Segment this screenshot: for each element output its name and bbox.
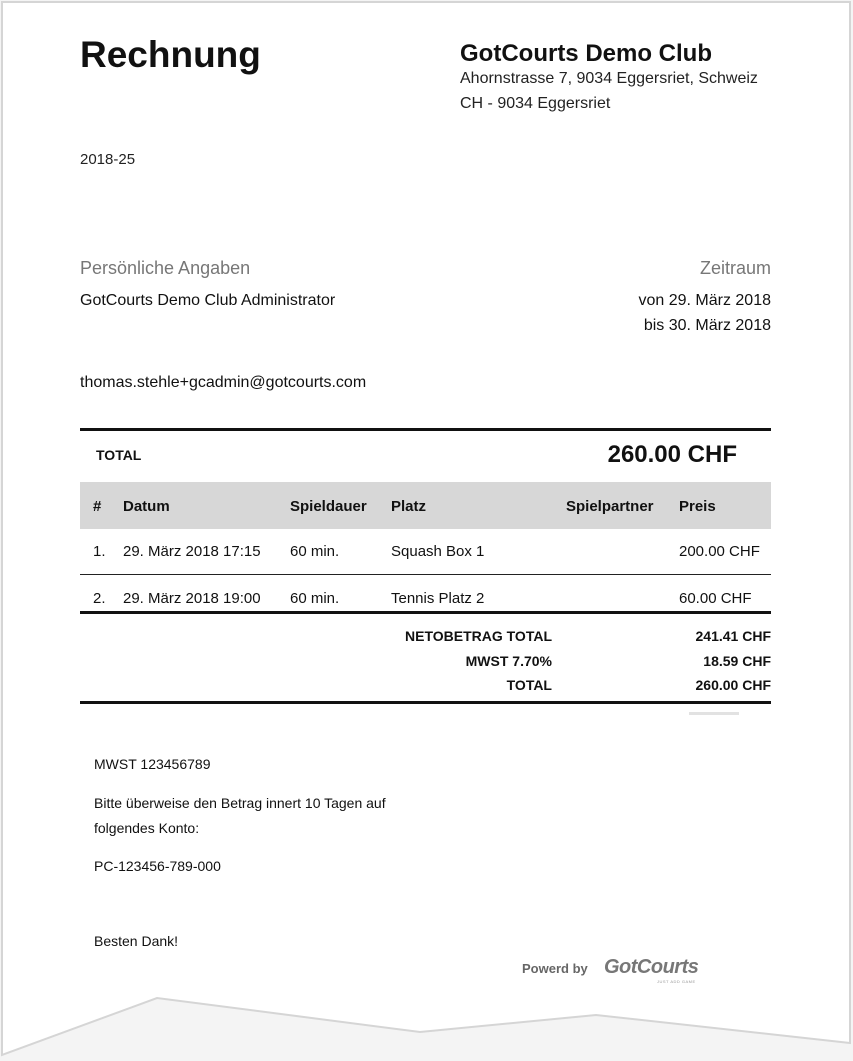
row-number: 2. xyxy=(93,590,106,607)
col-court: Platz xyxy=(391,498,427,515)
total-top-rule xyxy=(80,428,771,431)
row-date: 29. März 2018 19:00 xyxy=(123,590,261,607)
row-divider xyxy=(80,574,771,575)
col-number: # xyxy=(93,498,102,515)
personal-heading: Persönliche Angaben xyxy=(80,258,251,278)
customer-name: GotCourts Demo Club Administrator xyxy=(80,292,336,309)
club-address-line2: CH - 9034 Eggersriet xyxy=(460,95,611,112)
vat-number: MWST 123456789 xyxy=(94,756,211,772)
row-number: 1. xyxy=(93,543,106,560)
thanks-text: Besten Dank! xyxy=(94,933,179,949)
col-price: Preis xyxy=(679,498,716,515)
row-court: Tennis Platz 2 xyxy=(391,590,485,607)
table-header xyxy=(80,482,771,529)
summary-top-rule xyxy=(80,611,771,614)
gotcourts-logo: GotCourts xyxy=(604,956,699,978)
customer-email: thomas.stehle+gcadmin@gotcourts.com xyxy=(80,374,367,391)
vat-value: 18.59 CHF xyxy=(703,653,771,669)
period-from: von 29. März 2018 xyxy=(638,292,771,309)
net-total-label: NETOBETRAG TOTAL xyxy=(405,628,552,644)
row-date: 29. März 2018 17:15 xyxy=(123,543,261,560)
row-court: Squash Box 1 xyxy=(391,543,485,560)
ghost-artifact xyxy=(689,712,739,715)
row-duration: 60 min. xyxy=(290,543,340,560)
grand-total-value: 260.00 CHF xyxy=(695,677,771,693)
total-label: TOTAL xyxy=(96,447,142,463)
invoice-title: Rechnung xyxy=(80,34,261,75)
payment-instruction-line2: folgendes Konto: xyxy=(94,820,200,836)
powered-by-label: Powerd by xyxy=(522,961,588,976)
payment-instruction-line1: Bitte überweise den Betrag innert 10 Tagen auf xyxy=(94,795,386,811)
col-partner: Spielpartner xyxy=(566,498,654,515)
row-duration: 60 min. xyxy=(290,590,340,607)
row-price: 60.00 CHF xyxy=(679,590,752,607)
gotcourts-logo-tagline: JUST ADD GAME xyxy=(657,979,696,984)
club-name: GotCourts Demo Club xyxy=(460,40,712,67)
col-date: Datum xyxy=(123,498,170,515)
period-to: bis 30. März 2018 xyxy=(643,317,771,334)
period-heading: Zeitraum xyxy=(699,258,771,278)
grand-total-label: TOTAL xyxy=(506,677,552,693)
row-price: 200.00 CHF xyxy=(679,543,760,560)
net-total-value: 241.41 CHF xyxy=(695,628,771,644)
col-duration: Spieldauer xyxy=(290,498,367,515)
vat-label: MWST 7.70% xyxy=(465,653,552,669)
total-amount: 260.00 CHF xyxy=(607,441,737,468)
account-number: PC-123456-789-000 xyxy=(94,858,221,874)
club-address-line1: Ahornstrasse 7, 9034 Eggersriet, Schweiz xyxy=(460,70,758,87)
summary-bottom-rule xyxy=(80,701,771,704)
invoice-number: 2018-25 xyxy=(80,151,136,168)
